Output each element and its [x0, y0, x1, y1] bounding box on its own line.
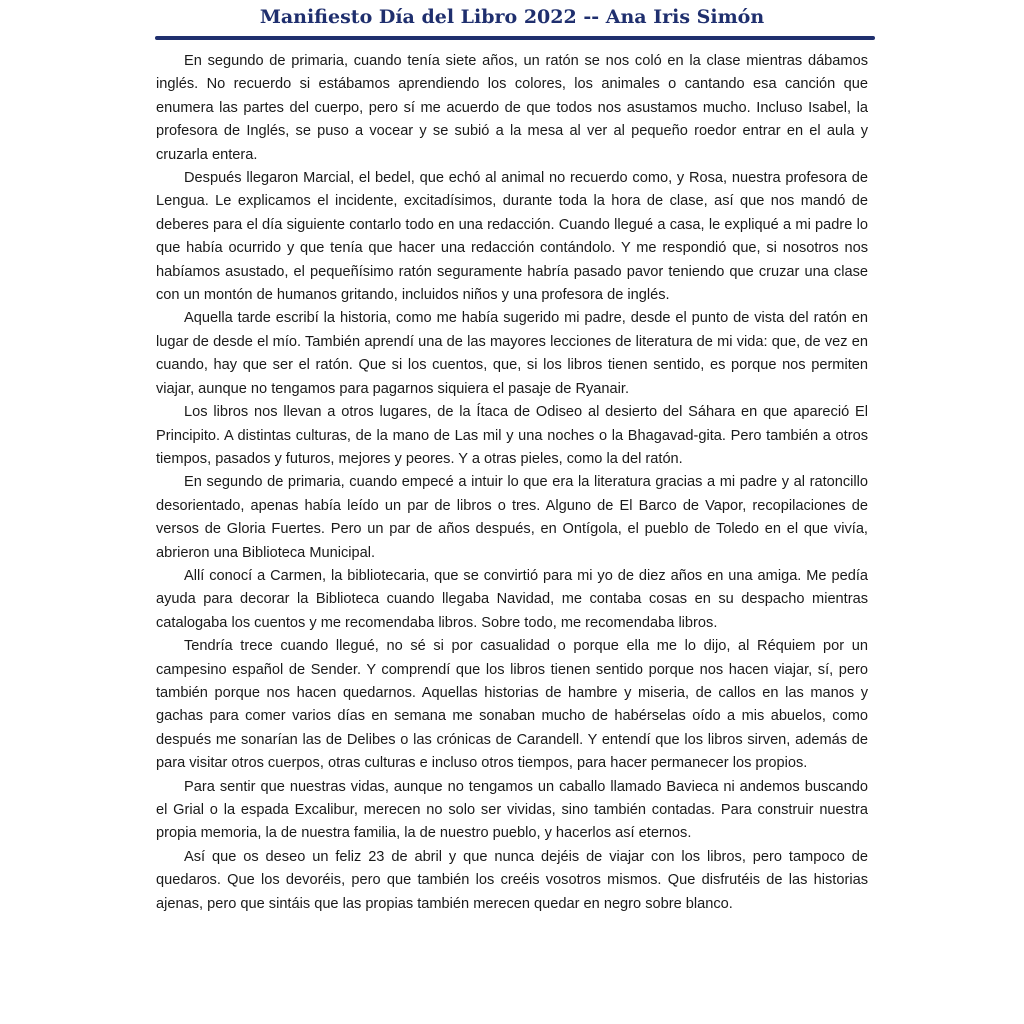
paragraph: Después llegaron Marcial, el bedel, que echó al animal no recuerdo como, y Rosa, nuestra profesora de Lengua. Le explicamos el incidente, excitadísimos, durante toda la hora de clase, así que nos mandó de deberes para el día siguiente contarlo todo en una redacción. Cuando llegué a casa, le expliqué a mi padre lo que había ocurrido y que tenía que hacer una redacción contándolo. Y me respondió que, si nosotros nos habíamos asustado, el pequeñísimo ratón seguramente habría pasado pavor teniendo que cruzar una clase con un montón de humanos gritando, incluidos niños y una profesora de inglés.: [156, 170, 868, 304]
paragraph: Aquella tarde escribí la historia, como me había sugerido mi padre, desde el punto de vista del ratón en lugar de desde el mío. También aprendí una de las mayores lecciones de literatura de mi vida: que, de vez en cuando, hay que ser el ratón. Que si los cuentos, que, si los libros tienen sentido, es porque nos permiten viajar, aunque no tengamos para pagarnos siquiera el pasaje de Ryanair.: [156, 310, 868, 397]
paragraph: Para sentir que nuestras vidas, aunque no tengamos un caballo llamado Bavieca ni andemos buscando el Grial o la espada Excalibur, merecen no solo ser vividas, sino también contadas. Para construir nuestra propia memoria, la de nuestra familia, la de nuestro pueblo, y hacerlos así eternos.: [156, 778, 868, 842]
paragraph: Tendría trece cuando llegué, no sé si por casualidad o porque ella me lo dijo, al Réquiem por un campesino español de Sender. Y comprendí que los libros tienen sentido porque nos hacen viajar, sí, pero también porque nos hacen quedarnos. Aquellas historias de hambre y miseria, de callos en las manos y gachas para comer varios días en semana me sonaban mucho de habérselas oído a mis abuelos, como después me sonarían las de Delibes o las crónicas de Carandell. Y entendí que los libros sirven, además de para visitar otros cuerpos, otras culturas e incluso otros tiempos, para hacer permanecer los propios.: [156, 638, 868, 772]
paragraph: En segundo de primaria, cuando tenía siete años, un ratón se nos coló en la clase mientras dábamos inglés. No recuerdo si estábamos aprendiendo los colores, los animales o cantando esa canción que enumera las partes del cuerpo, pero sí me acuerdo de que todos nos asustamos mucho. Incluso Isabel, la profesora de Inglés, se puso a vocear y se subió a la mesa al ver al pequeño roedor entrar en el aula y cruzarla entera.: [156, 53, 868, 163]
paragraph: Allí conocí a Carmen, la bibliotecaria, que se convirtió para mi yo de diez años en una amiga. Me pedía ayuda para decorar la Biblioteca cuando llegaba Navidad, me contaba cosas en su despacho mientras catalogaba los cuentos y me recomendaba libros. Sobre todo, me recomendaba libros.: [156, 567, 868, 631]
paragraph: Así que os deseo un feliz 23 de abril y que nunca dejéis de viajar con los libros, pero tampoco de quedaros. Que los devoréis, pero que también los creéis vosotros mismos. Que disfrutéis de las historias ajenas, pero que sintáis que las propias también merecen quedar en negro sobre blanco.: [156, 848, 868, 912]
document-body: [156, 50, 868, 916]
title-underline: [155, 36, 875, 40]
paragraph: Los libros nos llevan a otros lugares, de la Ítaca de Odiseo al desierto del Sáhara en que apareció El Principito. A distintas culturas, de la mano de Las mil y una noches o la Bhagavad-gita. Pero también a otros tiempos, pasados y futuros, mejores y peores. Y a otras pieles, como la del ratón.: [156, 404, 868, 467]
paragraph: En segundo de primaria, cuando empecé a intuir lo que era la literatura gracias a mi padre y al ratoncillo desorientado, apenas había leído un par de libros o tres. Alguno de El Barco de Vapor, recopilaciones de versos de Gloria Fuertes. Pero un par de años después, en Ontígola, el pueblo de Toledo en el que vivía, abrieron una Biblioteca Municipal.: [156, 474, 868, 561]
document-title: Manifiesto Día del Libro 2022 -- Ana Iris Simón: [259, 6, 765, 28]
